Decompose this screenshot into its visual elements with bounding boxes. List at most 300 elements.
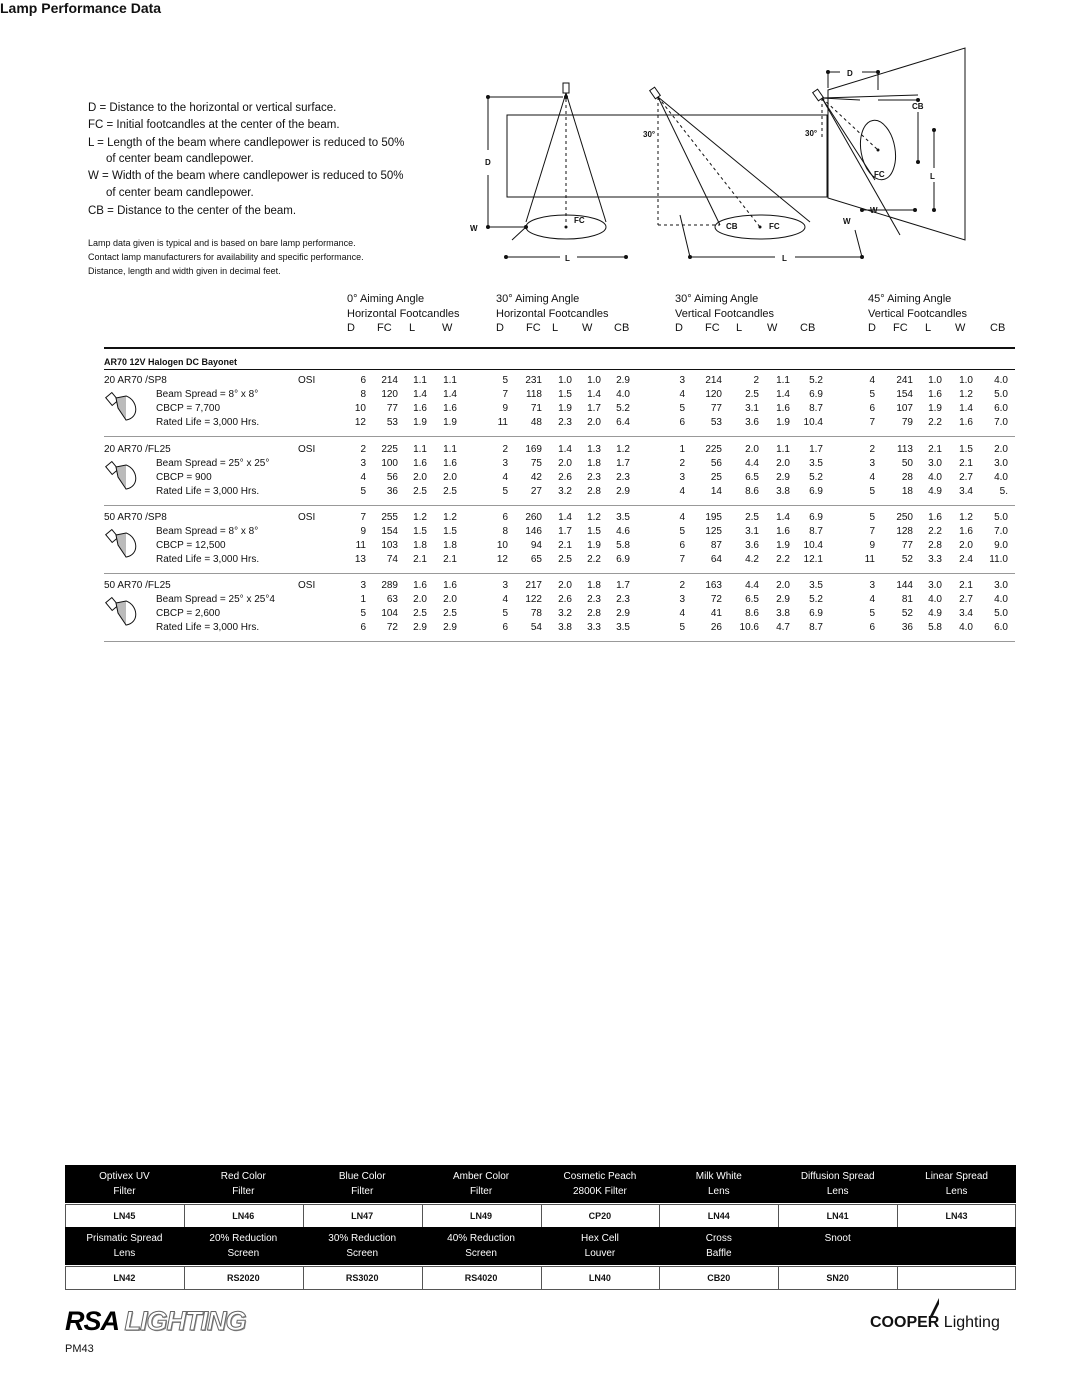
diagram-label-cb-1: CB <box>726 222 738 231</box>
table-cell: 8.7 <box>809 403 823 414</box>
lamp-spec: CBCP = 900 <box>156 472 212 483</box>
table-cell: 12.1 <box>803 554 823 565</box>
table-cell: 2.3 <box>558 417 572 428</box>
lamp-manufacturer: OSI <box>298 512 316 523</box>
table-cell: 8 <box>502 526 508 537</box>
table-cell: 2.5 <box>443 486 457 497</box>
table-cell: 1.2 <box>587 512 601 523</box>
accessory-label: 30% Reduction <box>328 1233 397 1244</box>
table-cell: 1.4 <box>959 403 973 414</box>
col-group-2-type: Horizontal Footcandles <box>496 308 609 320</box>
table-cell: 154 <box>896 389 913 400</box>
col-group-4-angle: 45° Aiming Angle <box>868 293 952 305</box>
lamp-icon <box>104 525 146 567</box>
table-cell: 4 <box>679 512 685 523</box>
table-cell: 2.5 <box>745 512 759 523</box>
logo-cooper-lighting-text: Lighting <box>943 1314 1000 1331</box>
table-cell: 5 <box>679 526 685 537</box>
table-cell: 5.0 <box>994 389 1008 400</box>
table-cell: 1.9 <box>558 403 572 414</box>
accessory-label: Amber Color <box>452 1171 510 1182</box>
table-cell: 11 <box>355 540 366 551</box>
table-cell: 6.0 <box>994 622 1008 633</box>
table-cell: 71 <box>530 403 542 414</box>
lamp-spec: Rated Life = 3,000 Hrs. <box>156 622 260 633</box>
diagram-label-d: D <box>485 158 491 167</box>
table-cell: 113 <box>897 444 913 455</box>
table-cell: 1.1 <box>443 375 457 386</box>
table-cell: 1.5 <box>443 526 457 537</box>
accessory-label: Filter <box>113 1186 136 1197</box>
accessory-label: Baffle <box>706 1248 732 1259</box>
table-cell: 10 <box>354 403 366 414</box>
note-units: Distance, length and width given in decimal feet. <box>88 266 281 276</box>
diagram-label-fc-3: FC <box>874 170 885 179</box>
table-cell: 10.4 <box>803 417 823 428</box>
accessory-label: Milk White <box>695 1171 742 1182</box>
accessory-code: LN42 <box>113 1273 136 1283</box>
table-cell: 7.0 <box>994 417 1008 428</box>
col-header-cb: CB <box>800 322 816 334</box>
table-cell: 1.9 <box>928 403 942 414</box>
page-title: Lamp Performance Data <box>0 0 162 16</box>
lamp-spec: Beam Spread = 8° x 8° <box>156 526 259 537</box>
lamp-manufacturer: OSI <box>298 444 316 455</box>
table-cell: 1.6 <box>928 512 942 523</box>
col-header-l: L <box>736 322 743 334</box>
table-cell: 1.1 <box>413 444 427 455</box>
col-header-d: D <box>675 322 683 334</box>
accessory-code: LN43 <box>945 1211 968 1221</box>
definition-d: D = Distance to the horizontal or vertical surface. <box>88 102 337 114</box>
rsa-lighting-logo <box>65 1306 246 1337</box>
definition-l-cont: of center beam candlepower. <box>106 153 254 165</box>
table-cell: 2.1 <box>959 580 973 591</box>
table-cell: 1.0 <box>558 375 572 386</box>
table-cell: 1.1 <box>413 375 427 386</box>
table-cell: 3.3 <box>928 554 942 565</box>
table-cell: 10.6 <box>739 622 759 633</box>
table-cell: 11 <box>864 554 875 565</box>
table-cell: 2.9 <box>776 594 790 605</box>
table-cell: 2.3 <box>587 472 601 483</box>
table-cell: 2.0 <box>443 472 457 483</box>
table-cell: 1.1 <box>776 375 790 386</box>
table-cell: 6.0 <box>994 403 1008 414</box>
table-cell: 5 <box>502 375 508 386</box>
definition-w-cont: of center beam candlepower. <box>106 187 254 199</box>
table-cell: 2.0 <box>443 594 457 605</box>
table-cell: 4.0 <box>616 389 630 400</box>
table-cell: 11.0 <box>989 554 1008 565</box>
table-cell: 4 <box>869 472 875 483</box>
table-cell: 5 <box>869 512 875 523</box>
table-cell: 289 <box>381 580 398 591</box>
table-cell: 48 <box>530 417 542 428</box>
table-cell: 53 <box>710 417 722 428</box>
accessory-label: Lens <box>707 1186 730 1197</box>
section-rule <box>104 369 1015 370</box>
header-rule <box>104 347 1015 349</box>
accessory-label: Lens <box>113 1248 136 1259</box>
table-cell: 7.0 <box>994 526 1008 537</box>
lamp-name: 50 AR70 /FL25 <box>104 580 171 591</box>
table-cell: 1.5 <box>413 526 427 537</box>
table-cell: 5 <box>869 486 875 497</box>
accessory-label: Linear Spread <box>925 1171 988 1182</box>
table-cell: 3.0 <box>928 458 942 469</box>
diagram-label-angle-1: 30° <box>643 130 656 139</box>
table-cell: 8 <box>360 389 366 400</box>
table-cell: 7 <box>502 389 508 400</box>
section-title: AR70 12V Halogen DC Bayonet <box>104 357 238 367</box>
lamp-spec: Beam Spread = 8° x 8° <box>156 389 259 400</box>
table-cell: 3 <box>502 458 508 469</box>
table-cell: 3 <box>869 458 875 469</box>
table-cell: 2 <box>753 375 759 386</box>
table-cell: 4.0 <box>994 594 1008 605</box>
table-cell: 2.1 <box>959 458 973 469</box>
table-cell: 7 <box>869 526 875 537</box>
table-cell: 1.4 <box>776 512 790 523</box>
accessory-label: Filter <box>469 1186 493 1197</box>
diagram-label-w-2: W <box>870 206 878 215</box>
accessory-label: Cosmetic Peach <box>563 1171 637 1182</box>
table-cell: 1.9 <box>443 417 457 428</box>
accessory-label: Hex Cell <box>581 1233 619 1244</box>
table-cell: 6.9 <box>809 608 823 619</box>
table-cell: 5.2 <box>809 594 823 605</box>
table-cell: 100 <box>381 458 398 469</box>
accessory-label: Prismatic Spread <box>86 1233 163 1244</box>
table-cell: 2 <box>869 444 875 455</box>
table-cell: 6.9 <box>616 554 630 565</box>
table-cell: 1.0 <box>959 375 973 386</box>
table-cell: 1.2 <box>959 512 973 523</box>
table-cell: 78 <box>530 608 542 619</box>
table-cell: 2.0 <box>413 472 427 483</box>
logo-lighting-text: LIGHTING <box>124 1306 246 1336</box>
diagram-label-angle-2: 30° <box>805 129 818 138</box>
accessory-label: Filter <box>232 1186 255 1197</box>
table-cell: 225 <box>381 444 398 455</box>
diagram-label-w-3: W <box>843 217 851 226</box>
table-cell: 2.0 <box>558 580 572 591</box>
table-cell: 77 <box>710 403 722 414</box>
lamp-icon <box>104 593 146 635</box>
table-cell: 6 <box>360 622 366 633</box>
table-cell: 1.6 <box>413 403 427 414</box>
table-cell: 104 <box>381 608 398 619</box>
lamp-divider <box>104 573 1015 574</box>
table-cell: 52 <box>901 554 913 565</box>
table-cell: 50 <box>901 458 913 469</box>
table-cell: 2.1 <box>928 444 942 455</box>
table-cell: 6 <box>679 417 685 428</box>
table-cell: 2.6 <box>558 472 572 483</box>
lamp-spec: Rated Life = 3,000 Hrs. <box>156 554 260 565</box>
table-cell: 9 <box>502 403 508 414</box>
table-cell: 3 <box>360 580 366 591</box>
col-header-fc: FC <box>705 322 720 334</box>
table-cell: 65 <box>530 554 542 565</box>
col-header-l: L <box>925 322 932 334</box>
table-cell: 1.5 <box>558 389 572 400</box>
diagram-label-fc-2: FC <box>769 222 780 231</box>
table-cell: 54 <box>530 622 542 633</box>
table-cell: 3.1 <box>745 403 759 414</box>
table-cell: 5 <box>869 389 875 400</box>
accessory-code: CB20 <box>707 1273 731 1283</box>
table-cell: 5.0 <box>994 608 1008 619</box>
col-header-w: W <box>582 322 593 334</box>
table-cell: 3.5 <box>616 622 630 633</box>
table-cell: 2.7 <box>959 472 973 483</box>
table-cell: 5.0 <box>994 512 1008 523</box>
table-cell: 214 <box>705 375 722 386</box>
table-cell: 36 <box>901 622 913 633</box>
lamp-name: 20 AR70 /SP8 <box>104 375 167 386</box>
col-header-w: W <box>955 322 966 334</box>
table-cell: 1.1 <box>776 444 790 455</box>
col-group-1-angle: 0° Aiming Angle <box>347 293 425 305</box>
table-cell: 3 <box>679 375 685 386</box>
accessory-label: Diffusion Spread <box>800 1171 875 1182</box>
table-cell: 5 <box>679 622 685 633</box>
table-cell: 1.7 <box>616 580 630 591</box>
table-cell: 4 <box>869 594 875 605</box>
table-cell: 144 <box>896 580 913 591</box>
table-cell: 2.9 <box>443 622 457 633</box>
table-cell: 1.6 <box>776 526 790 537</box>
table-cell: 1.4 <box>413 389 427 400</box>
table-cell: 11 <box>497 417 508 428</box>
lamp-divider <box>104 505 1015 506</box>
table-cell: 2.3 <box>587 594 601 605</box>
page-code: PM43 <box>65 1343 94 1355</box>
table-cell: 1.6 <box>413 458 427 469</box>
table-cell: 2.9 <box>616 608 630 619</box>
table-cell: 1 <box>679 444 685 455</box>
definition-w: W = Width of the beam where candlepower is reduced to 50% <box>88 170 404 182</box>
accessory-code: LN49 <box>470 1211 493 1221</box>
table-cell: 6.9 <box>809 389 823 400</box>
table-cell: 1.2 <box>616 444 630 455</box>
table-cell: 3 <box>679 472 685 483</box>
col-group-4-type: Vertical Footcandles <box>868 308 968 320</box>
table-cell: 6 <box>360 375 366 386</box>
table-cell: 1.6 <box>928 389 942 400</box>
accessory-label: Cross <box>705 1233 732 1244</box>
table-cell: 4.2 <box>745 554 759 565</box>
table-cell: 2.3 <box>616 472 630 483</box>
table-cell: 4.4 <box>745 580 759 591</box>
table-cell: 4 <box>360 472 366 483</box>
table-cell: 1.4 <box>776 389 790 400</box>
table-cell: 3 <box>360 458 366 469</box>
table-cell: 169 <box>525 444 542 455</box>
table-cell: 4 <box>679 486 685 497</box>
lamp-spec: CBCP = 2,600 <box>156 608 221 619</box>
table-cell: 5.2 <box>809 472 823 483</box>
table-cell: 2.5 <box>745 389 759 400</box>
table-cell: 2.8 <box>587 486 601 497</box>
table-cell: 1.7 <box>587 403 601 414</box>
table-cell: 1.2 <box>443 512 457 523</box>
table-cell: 195 <box>705 512 722 523</box>
table-cell: 13 <box>354 554 366 565</box>
table-cell: 3.8 <box>776 608 790 619</box>
table-cell: 8.7 <box>809 526 823 537</box>
table-cell: 1.8 <box>443 540 457 551</box>
table-cell: 2.2 <box>928 526 942 537</box>
table-cell: 1.4 <box>558 444 572 455</box>
table-cell: 2.1 <box>413 554 427 565</box>
table-cell: 4 <box>679 608 685 619</box>
table-cell: 2.2 <box>928 417 942 428</box>
diagram-label-d-2: D <box>847 69 853 78</box>
table-cell: 7 <box>360 512 366 523</box>
table-cell: 56 <box>386 472 398 483</box>
table-cell: 9.0 <box>994 540 1008 551</box>
table-cell: 3.8 <box>558 622 572 633</box>
table-cell: 1.9 <box>776 540 790 551</box>
table-cell: 1.9 <box>776 417 790 428</box>
table-cell: 163 <box>705 580 722 591</box>
table-cell: 2.5 <box>443 608 457 619</box>
table-cell: 1.7 <box>558 526 572 537</box>
accessory-code: SN20 <box>826 1273 849 1283</box>
table-cell: 6 <box>502 512 508 523</box>
table-cell: 4 <box>679 389 685 400</box>
col-header-w: W <box>442 322 453 334</box>
table-cell: 2.8 <box>928 540 942 551</box>
table-cell: 41 <box>710 608 722 619</box>
beam-diagram <box>0 0 1080 280</box>
table-cell: 1.7 <box>616 458 630 469</box>
table-cell: 4 <box>502 594 508 605</box>
table-cell: 5 <box>869 608 875 619</box>
table-cell: 5 <box>502 608 508 619</box>
table-cell: 2 <box>679 458 685 469</box>
table-cell: 2.0 <box>994 444 1008 455</box>
table-cell: 1 <box>360 594 366 605</box>
table-cell: 3.5 <box>809 580 823 591</box>
col-header-fc: FC <box>893 322 908 334</box>
table-cell: 3.5 <box>809 458 823 469</box>
accessory-label: Screen <box>227 1248 260 1259</box>
table-cell: 1.8 <box>413 540 427 551</box>
table-cell: 1.6 <box>776 403 790 414</box>
table-cell: 118 <box>526 389 542 400</box>
table-cell: 5. <box>999 486 1008 497</box>
table-cell: 2.0 <box>587 417 601 428</box>
table-cell: 6.5 <box>745 594 759 605</box>
table-cell: 122 <box>525 594 542 605</box>
table-cell: 18 <box>901 486 913 497</box>
table-cell: 2.0 <box>959 540 973 551</box>
table-cell: 3.6 <box>745 417 759 428</box>
table-cell: 154 <box>381 526 398 537</box>
table-cell: 9 <box>869 540 875 551</box>
table-cell: 2.9 <box>413 622 427 633</box>
accessory-code: LN46 <box>232 1211 255 1221</box>
col-header-d: D <box>868 322 876 334</box>
col-header-l: L <box>552 322 559 334</box>
table-cell: 7 <box>679 554 685 565</box>
accessory-label: 40% Reduction <box>447 1233 515 1244</box>
table-cell: 12 <box>354 417 366 428</box>
col-group-3-type: Vertical Footcandles <box>675 308 775 320</box>
accessory-code: RS3020 <box>345 1273 379 1283</box>
col-header-l: L <box>409 322 416 334</box>
lamp-name: 50 AR70 /SP8 <box>104 512 167 523</box>
table-cell: 64 <box>710 554 722 565</box>
table-cell: 6 <box>869 622 875 633</box>
table-cell: 2.5 <box>413 608 427 619</box>
diagram-label-cb-2: CB <box>912 102 924 111</box>
table-cell: 10 <box>496 540 508 551</box>
note-typical: Lamp data given is typical and is based on bare lamp performance. <box>88 238 356 248</box>
table-cell: 6.4 <box>616 417 630 428</box>
diagram-label-l: L <box>565 254 570 263</box>
lamp-divider <box>104 641 1015 642</box>
accessory-code: RS2020 <box>227 1273 260 1283</box>
lamp-spec: Rated Life = 3,000 Hrs. <box>156 486 260 497</box>
table-cell: 2.0 <box>558 458 572 469</box>
table-cell: 1.6 <box>413 580 427 591</box>
col-group-3-angle: 30° Aiming Angle <box>675 293 759 305</box>
table-cell: 5.8 <box>928 622 942 633</box>
table-cell: 63 <box>386 594 398 605</box>
lamp-icon <box>104 457 146 499</box>
lamp-spec: Rated Life = 3,000 Hrs. <box>156 417 260 428</box>
col-header-cb: CB <box>990 322 1006 334</box>
table-cell: 1.6 <box>443 458 457 469</box>
table-cell: 4.0 <box>959 622 973 633</box>
col-header-fc: FC <box>377 322 392 334</box>
accessory-label: Snoot <box>824 1233 851 1244</box>
accessory-label: 2800K Filter <box>572 1186 627 1197</box>
table-cell: 5.2 <box>616 403 630 414</box>
table-cell: 4 <box>869 375 875 386</box>
table-cell: 94 <box>530 540 542 551</box>
lamp-icon <box>104 388 146 430</box>
table-cell: 3.0 <box>994 580 1008 591</box>
table-cell: 2.1 <box>558 540 572 551</box>
table-cell: 2.8 <box>587 608 601 619</box>
table-cell: 3 <box>502 580 508 591</box>
lamp-manufacturer: OSI <box>298 375 316 386</box>
table-cell: 1.0 <box>928 375 942 386</box>
table-cell: 3.2 <box>558 486 572 497</box>
table-cell: 1.5 <box>587 526 601 537</box>
table-cell: 14 <box>710 486 722 497</box>
table-cell: 1.6 <box>443 403 457 414</box>
table-cell: 28 <box>901 472 913 483</box>
table-cell: 3.1 <box>745 526 759 537</box>
table-cell: 146 <box>525 526 542 537</box>
table-cell: 1.9 <box>587 540 601 551</box>
accessory-label: Lens <box>826 1186 849 1197</box>
col-group-1-type: Horizontal Footcandles <box>347 308 460 320</box>
table-cell: 1.8 <box>587 458 601 469</box>
table-cell: 8.7 <box>809 622 823 633</box>
table-cell: 1.0 <box>587 375 601 386</box>
table-cell: 4.9 <box>928 486 942 497</box>
accessory-code: LN41 <box>826 1211 849 1221</box>
table-cell: 3.2 <box>558 608 572 619</box>
